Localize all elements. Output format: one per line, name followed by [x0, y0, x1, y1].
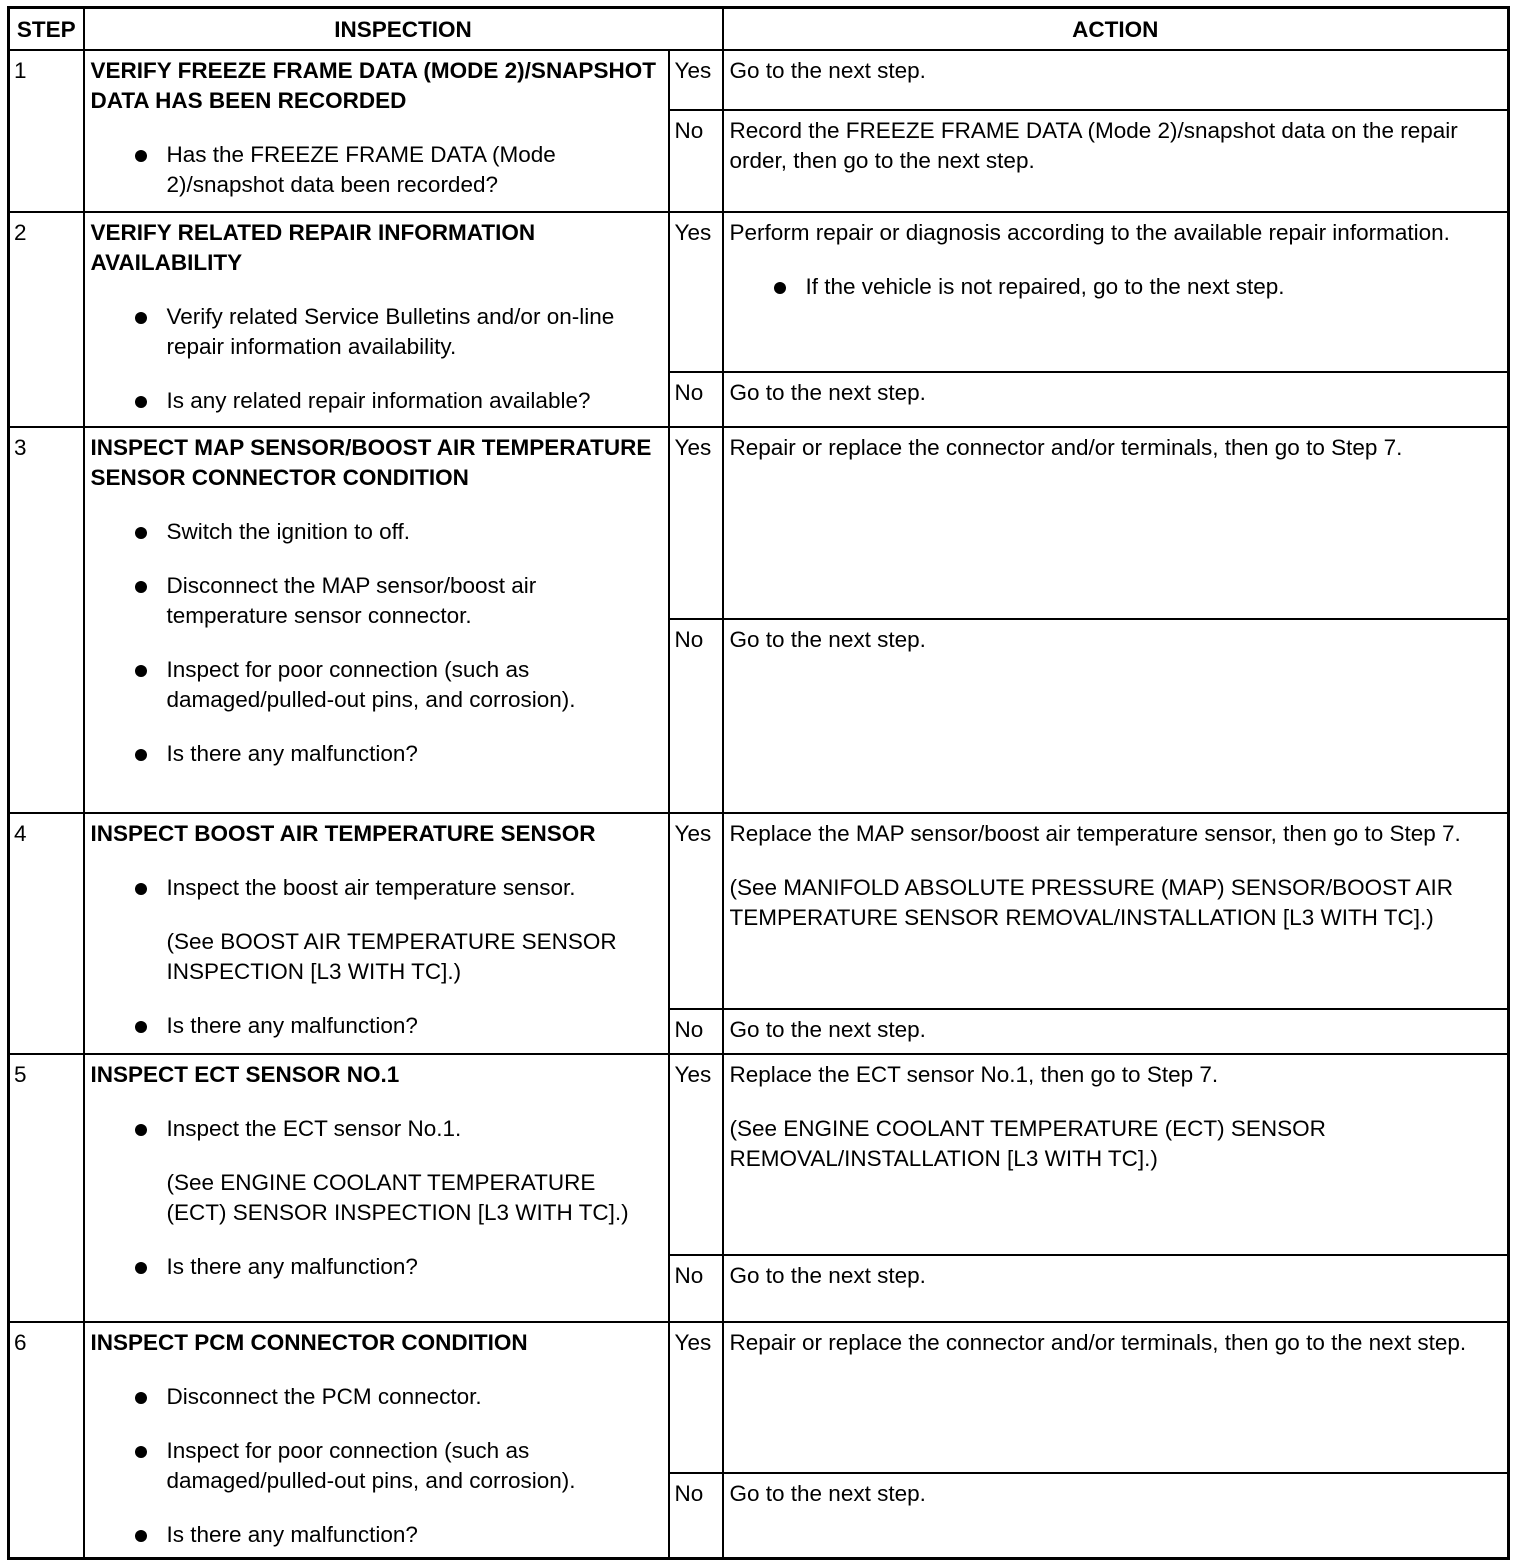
inspection-item: Verify related Service Bulletins and/or on-line repair information availability.	[91, 302, 662, 362]
inspection-item: Inspect the boost air temperature sensor.	[91, 873, 662, 903]
yes-action-bullet: If the vehicle is not repaired, go to the next step.	[730, 272, 1502, 302]
inspection-item: Inspect for poor connection (such as damaged/pulled-out pins, and corrosion).	[91, 655, 662, 715]
no-label: No	[669, 619, 723, 813]
no-label: No	[669, 1009, 723, 1054]
step-number: 6	[9, 1322, 84, 1559]
inspection-cell	[84, 427, 669, 813]
yes-action: Replace the ECT sensor No.1, then go to Step 7.	[729, 1062, 1219, 1087]
yes-action-reference: (See MANIFOLD ABSOLUTE PRESSURE (MAP) SENSOR/BOOST AIR TEMPERATURE SENSOR REMOVAL/INSTALLATION [L3 WITH TC].)	[729, 875, 1454, 930]
inspection-title: VERIFY RELATED REPAIR INFORMATION AVAILABILITY	[90, 220, 536, 275]
inspection-item: Is there any malfunction?	[91, 739, 662, 769]
inspection-item: Has the FREEZE FRAME DATA (Mode 2)/snapshot data been recorded?	[91, 140, 662, 200]
inspection-title: INSPECT ECT SENSOR NO.1	[90, 1062, 400, 1087]
yes-label: Yes	[669, 1322, 723, 1473]
inspection-reference: (See BOOST AIR TEMPERATURE SENSOR INSPECTION [L3 WITH TC].)	[166, 929, 617, 984]
action-column-header: ACTION	[723, 8, 1509, 51]
header-row	[9, 8, 1509, 51]
yes-label: Yes	[669, 813, 723, 1009]
diagnostic-procedure-table	[7, 6, 1510, 1560]
yes-action: Go to the next step.	[723, 50, 1509, 110]
step-5-yes-row	[9, 1054, 1509, 1255]
inspection-item: Is there any malfunction?	[91, 1011, 662, 1041]
yes-label: Yes	[669, 1054, 723, 1255]
inspection-item: Is there any malfunction?	[91, 1252, 662, 1282]
yes-action: Repair or replace the connector and/or terminals, then go to Step 7.	[723, 427, 1509, 619]
step-number: 4	[9, 813, 84, 1054]
no-label: No	[669, 1473, 723, 1559]
inspection-item: Disconnect the PCM connector.	[91, 1382, 662, 1412]
no-action: Go to the next step.	[723, 619, 1509, 813]
no-action: Go to the next step.	[723, 1255, 1509, 1322]
step-2-yes-row	[9, 212, 1509, 372]
yes-action-cell	[723, 1054, 1509, 1255]
step-4-yes-row	[9, 813, 1509, 1009]
inspection-item: Inspect for poor connection (such as damaged/pulled-out pins, and corrosion).	[91, 1436, 662, 1496]
yes-label: Yes	[669, 50, 723, 110]
inspection-column-header: INSPECTION	[84, 8, 723, 51]
no-action: Go to the next step.	[723, 1009, 1509, 1054]
inspection-item: Is any related repair information available?	[91, 386, 662, 416]
yes-action-cell	[723, 813, 1509, 1009]
no-action: Record the FREEZE FRAME DATA (Mode 2)/snapshot data on the repair order, then go to the next step.	[723, 110, 1509, 212]
step-number: 5	[9, 1054, 84, 1322]
inspection-cell	[84, 1322, 669, 1559]
yes-action: Repair or replace the connector and/or terminals, then go to the next step.	[723, 1322, 1509, 1473]
inspection-item: Inspect the ECT sensor No.1.	[91, 1114, 662, 1144]
inspection-title: INSPECT PCM CONNECTOR CONDITION	[90, 1330, 528, 1355]
no-action: Go to the next step.	[723, 372, 1509, 427]
step-column-header: STEP	[9, 8, 84, 51]
inspection-item: Switch the ignition to off.	[91, 517, 662, 547]
no-action: Go to the next step.	[723, 1473, 1509, 1559]
inspection-reference: (See ENGINE COOLANT TEMPERATURE (ECT) SENSOR INSPECTION [L3 WITH TC].)	[166, 1170, 629, 1225]
step-number: 2	[9, 212, 84, 427]
step-1-yes-row	[9, 50, 1509, 110]
inspection-cell	[84, 813, 669, 1054]
inspection-cell	[84, 1054, 669, 1322]
inspection-title: INSPECT BOOST AIR TEMPERATURE SENSOR	[90, 821, 596, 846]
inspection-item: Disconnect the MAP sensor/boost air temperature sensor connector.	[91, 571, 662, 631]
inspection-cell	[84, 50, 669, 212]
no-label: No	[669, 372, 723, 427]
inspection-title: INSPECT MAP SENSOR/BOOST AIR TEMPERATURE SENSOR CONNECTOR CONDITION	[90, 435, 652, 490]
step-6-yes-row	[9, 1322, 1509, 1473]
inspection-title: VERIFY FREEZE FRAME DATA (MODE 2)/SNAPSHOT DATA HAS BEEN RECORDED	[90, 58, 656, 113]
yes-action-reference: (See ENGINE COOLANT TEMPERATURE (ECT) SENSOR REMOVAL/INSTALLATION [L3 WITH TC].)	[729, 1116, 1326, 1171]
yes-label: Yes	[669, 427, 723, 619]
step-number: 3	[9, 427, 84, 813]
yes-action: Replace the MAP sensor/boost air temperature sensor, then go to Step 7.	[729, 821, 1461, 846]
yes-action-cell	[723, 212, 1509, 372]
step-3-yes-row	[9, 427, 1509, 619]
step-number: 1	[9, 50, 84, 212]
no-label: No	[669, 110, 723, 212]
inspection-item: Is there any malfunction?	[91, 1520, 662, 1550]
yes-label: Yes	[669, 212, 723, 372]
inspection-cell	[84, 212, 669, 427]
no-label: No	[669, 1255, 723, 1322]
yes-action: Perform repair or diagnosis according to the available repair information.	[729, 220, 1450, 245]
